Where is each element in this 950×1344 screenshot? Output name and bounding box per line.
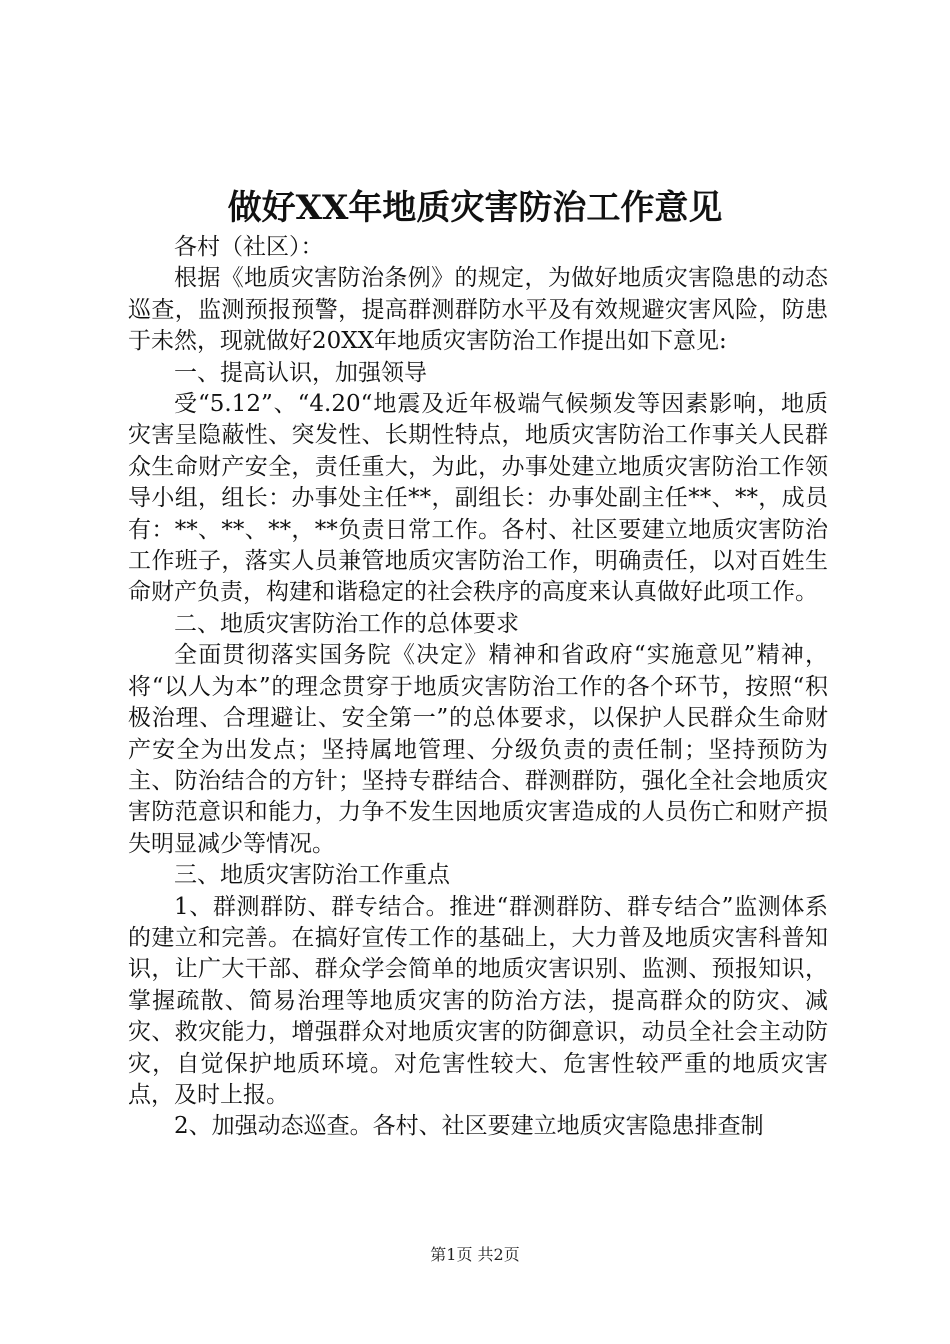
section-heading-2: 二、地质灾害防治工作的总体要求 — [174, 610, 519, 637]
section-3-item-2: 2、加强动态巡查。各村、社区要建立地质灾害隐患排查制 — [174, 1113, 764, 1140]
section-3-item-1: 1、群测群防、群专结合。推进“群测群防、群专结合”监测体系的建立和完善。在搞好宣传工作的基础上，大力普及地质灾害科普知识，让广大干部、群众学会简单的地质灾害识别、监测、预报知识，掌握疏散、简易治理等地质灾害的防治方法，提高群众的防灾、减灾、救灾能力，增强群众对地质灾害的防御意识，动员全社会主动防灾，自觉保护地质环境。对危害性较大、危害性较严重的地质灾害点，及时上报。 — [128, 893, 828, 1108]
document-title: 做好XX年地质灾害防治工作意见 — [227, 188, 723, 228]
document-body — [128, 232, 828, 1143]
section-heading-1: 一、提高认识，加强领导 — [174, 359, 427, 386]
intro-paragraph: 根据《地质灾害防治条例》的规定，为做好地质灾害隐患的动态巡查，监测预报预警，提高群测群防水平及有效规避灾害风险，防患于未然，现就做好20XX年地质灾害防治工作提出如下意见: — [128, 265, 828, 355]
section-1-paragraph: 受“5.12”、“4.20“地震及近年极端气候频发等因素影响，地质灾害呈隐蔽性、突发性、长期性特点，地质灾害防治工作事关人民群众生命财产安全，责任重大，为此，办事处建立地质灾害防治工作领导小组，组长：办事处主任**，副组长：办事处副主任**、**，成员有：**、**、**，**负责日常工作。各村、社区要建立地质灾害防治工作班子，落实人员兼管地质灾害防治工作，明确责任，以对百姓生命财产负责，构建和谐稳定的社会秩序的高度来认真做好此项工作。 — [128, 391, 828, 606]
page-number-footer: 第1页 共2页 — [430, 1245, 520, 1264]
section-2-paragraph: 全面贯彻落实国务院《决定》精神和省政府“实施意见”精神，将“以人为本”的理念贯穿于地质灾害防治工作的各个环节，按照“积极治理、合理避让、安全第一”的总体要求，以保护人民群众生命财产安全为出发点；坚持属地管理、分级负责的责任制；坚持预防为主、防治结合的方针；坚持专群结合、群测群防，强化全社会地质灾害防范意识和能力，力争不发生因地质灾害造成的人员伤亡和财产损失明显减少等情况。 — [128, 642, 828, 857]
salutation: 各村（社区）： — [174, 234, 324, 260]
section-heading-3: 三、地质灾害防治工作重点 — [174, 862, 450, 889]
